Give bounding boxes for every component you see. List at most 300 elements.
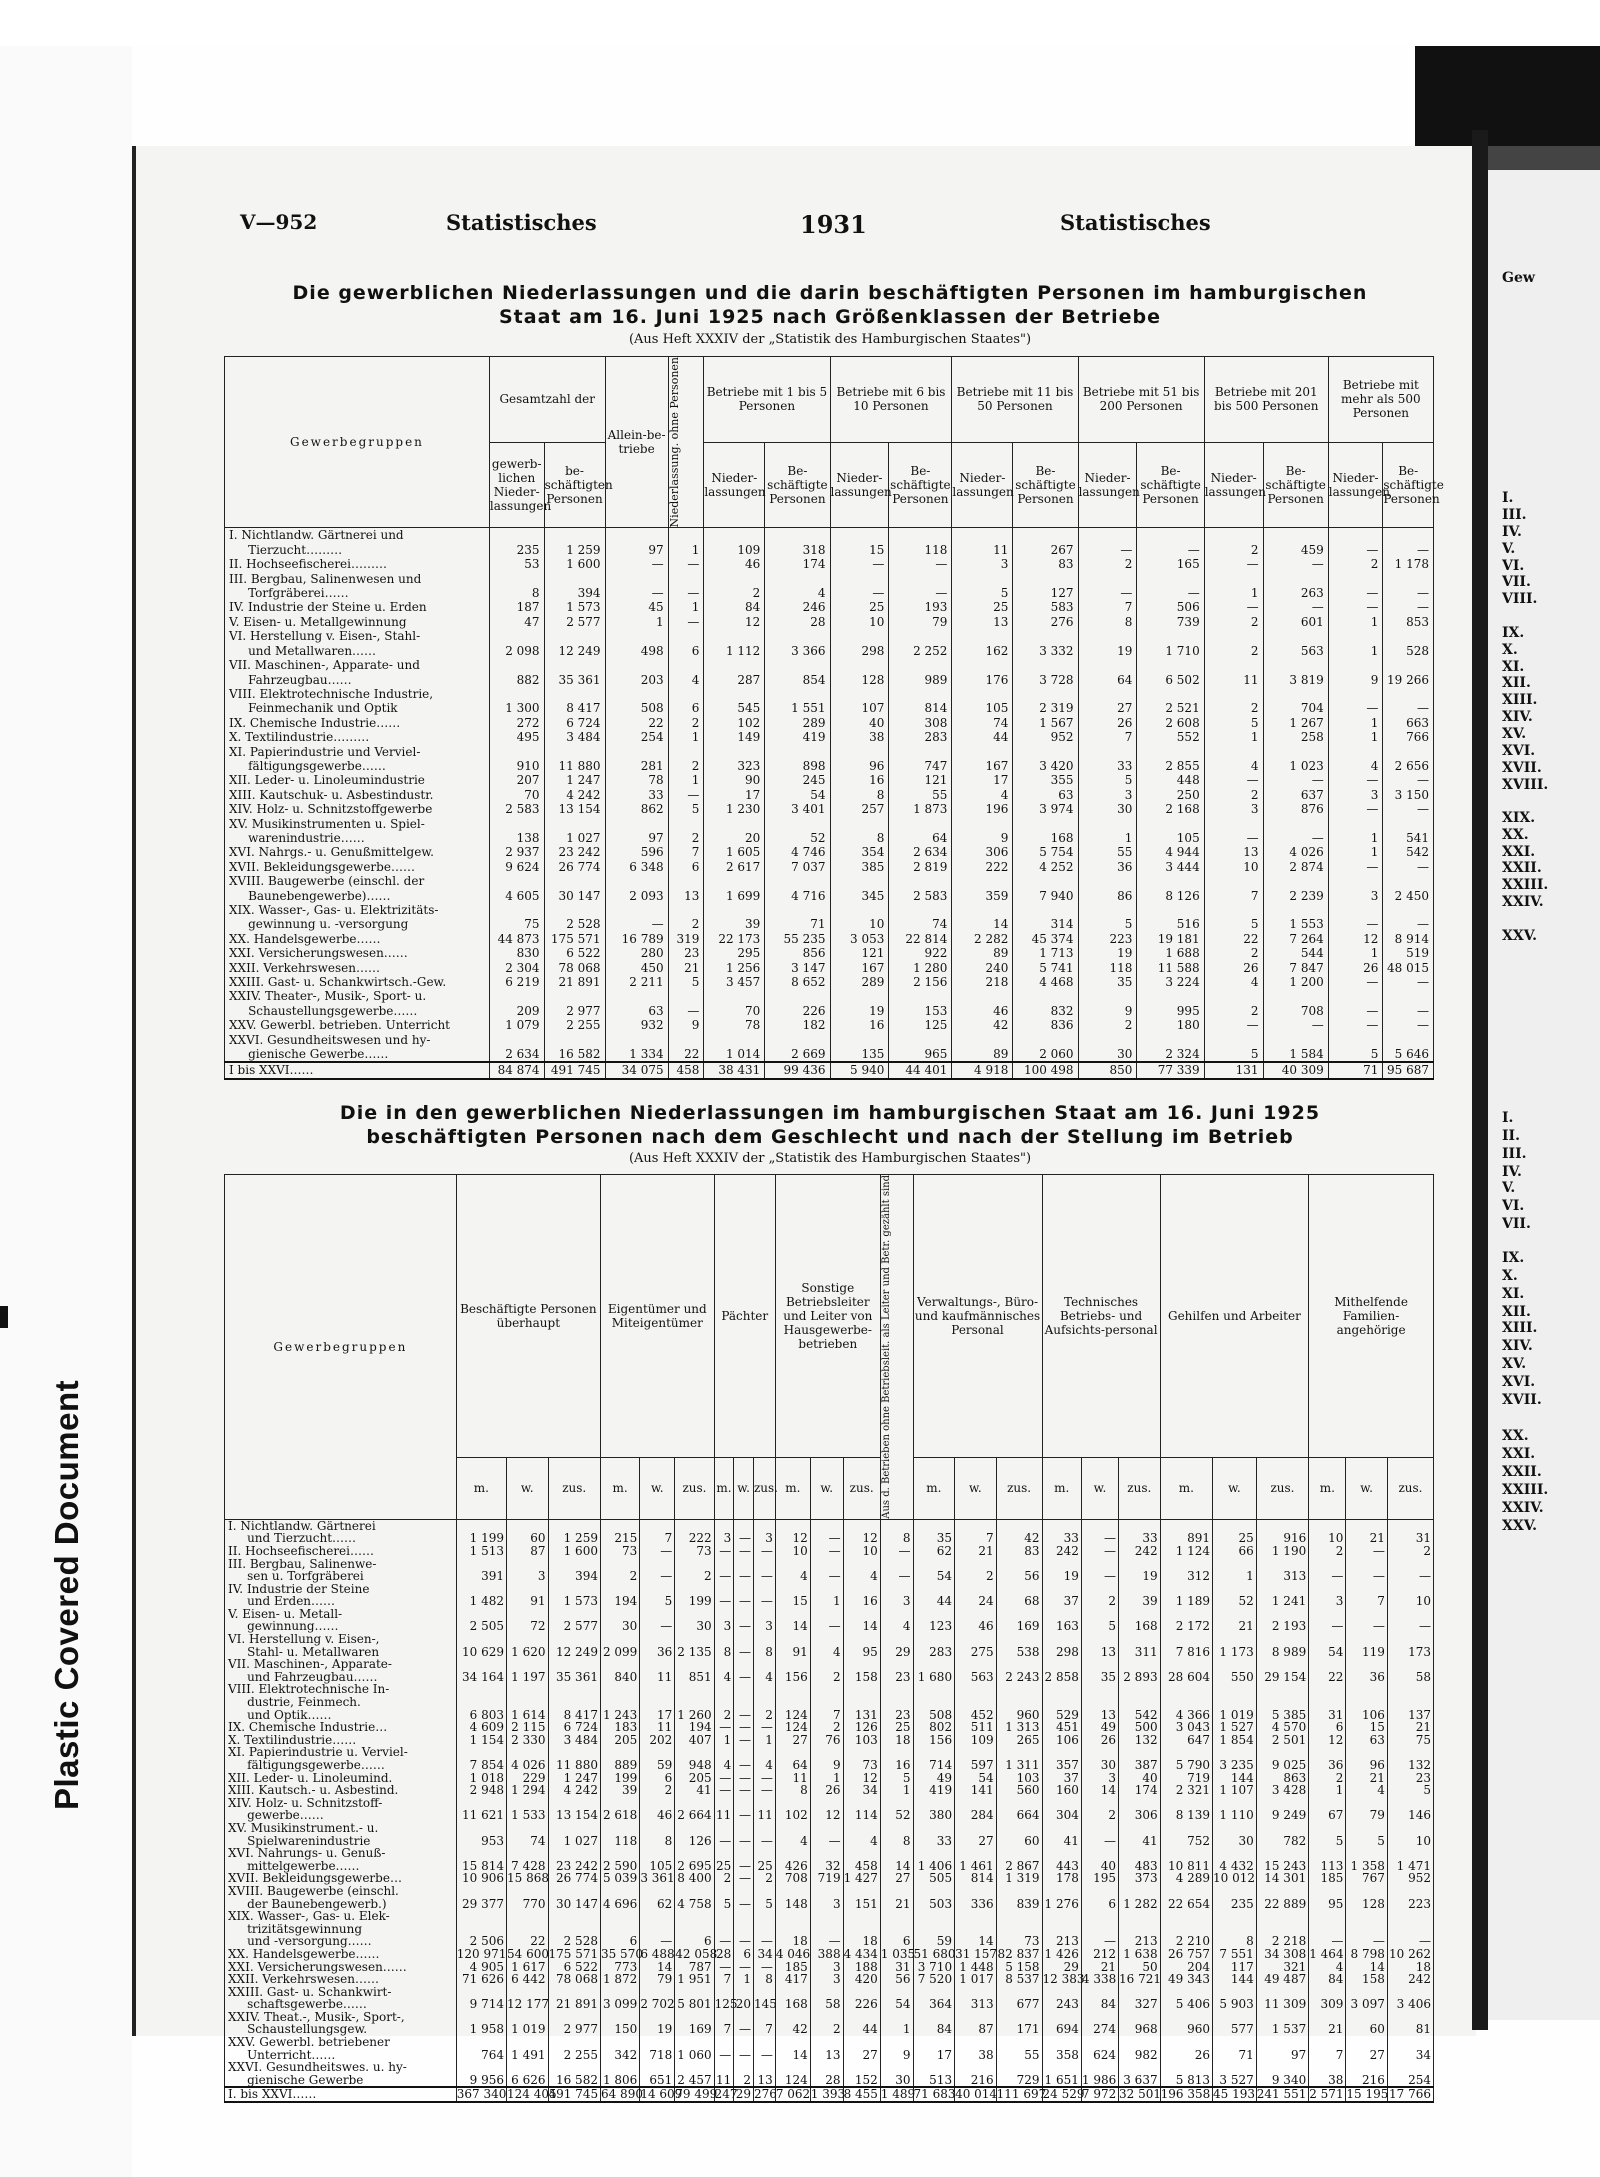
- table-cell: 196: [952, 802, 1013, 816]
- table-cell: 199: [600, 1772, 639, 1785]
- table-cell: 121: [830, 946, 889, 960]
- table-cell: 3 366: [765, 629, 830, 658]
- table-cell: 1 110: [1213, 1797, 1257, 1822]
- table-row: [225, 1558, 1434, 1583]
- table-cell: 36: [1078, 860, 1137, 874]
- table-cell: 89: [952, 1033, 1013, 1063]
- table-cell: 86: [1078, 874, 1137, 903]
- table-cell: 308: [889, 716, 952, 730]
- table-cell: 541: [1383, 817, 1434, 846]
- table-row: [225, 1683, 1434, 1721]
- table-cell: 2: [753, 1872, 775, 1885]
- table-row: [225, 1608, 1434, 1633]
- table-cell: —: [734, 1583, 754, 1608]
- table-cell: 483: [1119, 1847, 1161, 1872]
- table-cell: 8: [830, 788, 889, 802]
- table-cell: 44: [913, 1583, 955, 1608]
- table-cell: 21: [1081, 1961, 1118, 1974]
- table-cell: —: [1383, 572, 1434, 601]
- table-cell: 1 680: [913, 1658, 955, 1683]
- table-cell: 8: [753, 1973, 775, 1986]
- next-page-label: XII.: [1502, 675, 1531, 691]
- table-cell: 2 304: [489, 961, 544, 975]
- table-cell: 2 252: [889, 629, 952, 658]
- table-cell: 99 436: [765, 1062, 830, 1078]
- t1-head-ohne-text: Niederlassung. ohne Personen: [667, 357, 681, 528]
- table-cell: 387: [1119, 1746, 1161, 1771]
- table-cell: —: [1078, 572, 1137, 601]
- table-cell: 205: [600, 1734, 639, 1747]
- table-cell: 3 637: [1119, 2061, 1161, 2087]
- table-cell: —: [753, 1721, 775, 1734]
- table-cell: —: [734, 1885, 754, 1910]
- table-cell: —: [1204, 557, 1263, 571]
- table-cell: 24 529: [1042, 2087, 1085, 2102]
- table-cell: 767: [1346, 1872, 1388, 1885]
- page-number: V—952: [240, 210, 318, 234]
- row-label: XXIV. Theater-, Musik-, Sport- u. Schaustellungsgewerbe……: [225, 989, 490, 1018]
- table-cell: 6: [880, 1910, 913, 1948]
- table-cell: 1: [1328, 845, 1383, 859]
- table-cell: 34 075: [605, 1062, 668, 1078]
- table-cell: 1 230: [704, 802, 765, 816]
- table-cell: 33: [1078, 745, 1137, 774]
- table-cell: 1 600: [548, 1545, 600, 1558]
- table-cell: 1 027: [544, 817, 605, 846]
- t1-sub-niederlassungen: Nieder-lassungen: [1078, 442, 1137, 528]
- table-cell: 12 249: [544, 629, 605, 658]
- table-cell: 764: [456, 2036, 506, 2061]
- table-cell: 196 358: [1160, 2087, 1212, 2102]
- table-cell: 4: [668, 658, 704, 687]
- table-cell: 747: [889, 745, 952, 774]
- table-cell: 311: [1119, 1633, 1161, 1658]
- table-cell: 1: [880, 1784, 913, 1797]
- table-cell: 71 626: [456, 1973, 506, 1986]
- table-cell: —: [810, 1822, 843, 1847]
- table-cell: 34: [753, 1948, 775, 1961]
- table-cell: 2: [704, 572, 765, 601]
- t2-head-group-3: Pächter: [714, 1175, 775, 1458]
- table-cell: 3 457: [704, 975, 765, 989]
- table-cell: 59: [640, 1746, 675, 1771]
- table-cell: 544: [1263, 946, 1328, 960]
- table-cell: 8: [830, 817, 889, 846]
- table-cell: 443: [1042, 1847, 1081, 1872]
- table-cell: 2 702: [640, 1986, 675, 2011]
- table-cell: 2 893: [1119, 1658, 1161, 1683]
- table-cell: 241 551: [1256, 2087, 1308, 2102]
- table-cell: —: [734, 1683, 754, 1721]
- t2-sub-z: zus.: [843, 1457, 880, 1519]
- table-cell: 11 309: [1256, 1986, 1308, 2011]
- table-cell: 30: [880, 2061, 913, 2087]
- table-cell: 8: [880, 1822, 913, 1847]
- next-page-label: XV.: [1502, 1356, 1527, 1372]
- table-cell: 3 527: [1213, 2061, 1257, 2087]
- row-label: I bis XXVI……: [225, 1062, 490, 1078]
- table-cell: —: [1387, 1608, 1433, 1633]
- table-cell: 2: [810, 2011, 843, 2036]
- table-cell: 1 406: [913, 1847, 955, 1872]
- table-cell: 105: [952, 687, 1013, 716]
- table-cell: 222: [952, 860, 1013, 874]
- table-cell: 2 218: [1256, 1910, 1308, 1948]
- table-cell: 2 664: [675, 1797, 714, 1822]
- table-cell: 2: [1309, 1772, 1346, 1785]
- table-cell: 203: [605, 658, 668, 687]
- row-label: X. Textilindustrie……: [225, 1734, 457, 1747]
- table-cell: 54: [955, 1772, 997, 1785]
- table-cell: 12: [1328, 932, 1383, 946]
- t2-sub-m: m.: [1309, 1457, 1346, 1519]
- table-cell: 60: [506, 1519, 548, 1545]
- table-cell: 21: [1309, 2011, 1346, 2036]
- table-cell: —: [810, 1545, 843, 1558]
- row-label: XV. Musikinstrumenten u. Spiel- warenindustrie……: [225, 817, 490, 846]
- table-cell: 78: [605, 773, 668, 787]
- table-cell: 6 442: [506, 1973, 548, 1986]
- t1-sub-personen: Be-schäftigte Personen: [889, 442, 952, 528]
- table-cell: 162: [952, 629, 1013, 658]
- table-cell: 1 027: [548, 1822, 600, 1847]
- table-cell: 1: [1328, 615, 1383, 629]
- table-cell: 11 880: [548, 1746, 600, 1771]
- table-cell: 19 266: [1383, 658, 1434, 687]
- table-cell: 2: [1081, 1583, 1118, 1608]
- next-page-label: X.: [1502, 1268, 1518, 1284]
- table-cell: 11: [714, 2061, 734, 2087]
- table-cell: —: [753, 1772, 775, 1785]
- table-cell: 2 324: [1137, 1033, 1204, 1063]
- table-cell: —: [810, 1608, 843, 1633]
- table-cell: 31: [1387, 1519, 1433, 1545]
- table-cell: —: [734, 1519, 754, 1545]
- row-label: XIV. Holz- u. Schnitzstoff- gewerbe……: [225, 1797, 457, 1822]
- table-cell: 281: [605, 745, 668, 774]
- table-cell: 15 243: [1256, 1847, 1308, 1872]
- table-cell: 2 060: [1013, 1033, 1078, 1063]
- table-cell: 3 235: [1213, 1746, 1257, 1771]
- table-cell: 552: [1137, 730, 1204, 744]
- row-label: XVIII. Baugewerbe (einschl. der Baunebengewerb.): [225, 1885, 457, 1910]
- table-cell: 3 484: [544, 730, 605, 744]
- table-cell: 1 014: [704, 1033, 765, 1063]
- table-cell: —: [1309, 1608, 1346, 1633]
- table-cell: 31: [880, 1961, 913, 1974]
- table-cell: —: [734, 1822, 754, 1847]
- table-cell: 14 301: [1256, 1872, 1308, 1885]
- t1-head-allein: Allein-be-triebe: [605, 357, 668, 528]
- table-cell: 5 385: [1256, 1683, 1308, 1721]
- table-cell: —: [734, 1558, 754, 1583]
- table-cell: 511: [955, 1721, 997, 1734]
- table-cell: 26 774: [544, 860, 605, 874]
- table-cell: 3: [506, 1558, 548, 1583]
- table-cell: 178: [1042, 1872, 1081, 1885]
- table-cell: 8 914: [1383, 932, 1434, 946]
- table-row: [225, 2036, 1434, 2061]
- table-cell: 948: [675, 1746, 714, 1771]
- table-cell: 123: [913, 1608, 955, 1633]
- table-cell: 2 858: [1042, 1658, 1081, 1683]
- table-cell: 160: [1042, 1784, 1081, 1797]
- table-cell: 851: [675, 1658, 714, 1683]
- table-row: [225, 1658, 1434, 1683]
- t1-sub-niederlassungen: Nieder-lassungen: [704, 442, 765, 528]
- row-label: III. Bergbau, Salinenwe- sen u. Torfgräberei: [225, 1558, 457, 1583]
- table-cell: 5 903: [1213, 1986, 1257, 2011]
- table-cell: 7: [714, 1973, 734, 1986]
- table-cell: 1 688: [1137, 946, 1204, 960]
- table-cell: 36: [1346, 1658, 1388, 1683]
- table-cell: 373: [1119, 1872, 1161, 1885]
- table-cell: —: [734, 1910, 754, 1948]
- table-cell: 1: [668, 600, 704, 614]
- scan-corner-shadow: [1415, 46, 1600, 146]
- table-cell: 3 444: [1137, 860, 1204, 874]
- table-cell: 14: [640, 1961, 675, 1974]
- table-row: [225, 1784, 1434, 1797]
- table-cell: 6: [1081, 1885, 1118, 1910]
- table-cell: 10: [1387, 1583, 1433, 1608]
- table-cell: —: [734, 1545, 754, 1558]
- table-cell: 8: [489, 572, 544, 601]
- table-cell: 213: [1119, 1910, 1161, 1948]
- table-cell: 5 801: [675, 1986, 714, 2011]
- table-cell: 1 651: [1042, 2061, 1081, 2087]
- t2-sub-m: m.: [600, 1457, 639, 1519]
- table-cell: 1 537: [1256, 2011, 1308, 2036]
- table-cell: 21 891: [544, 975, 605, 989]
- table-cell: 1 259: [548, 1519, 600, 1545]
- table-cell: 76: [810, 1734, 843, 1747]
- table-cell: 128: [1346, 1885, 1388, 1910]
- table-cell: 6 522: [544, 946, 605, 960]
- table-cell: 3 710: [913, 1961, 955, 1974]
- table-cell: 882: [489, 658, 544, 687]
- table-personen-geschlecht: [224, 1174, 1434, 2103]
- table-cell: 2 819: [889, 860, 952, 874]
- table-cell: 216: [1346, 2061, 1388, 2087]
- table-cell: 46: [640, 1797, 675, 1822]
- table-cell: 55: [889, 788, 952, 802]
- table-cell: 14: [1346, 1961, 1388, 1974]
- table-total-row: [225, 2087, 1434, 2102]
- table-cell: 245: [765, 773, 830, 787]
- table-cell: 29 377: [456, 1885, 506, 1910]
- table-cell: 5 039: [600, 1872, 639, 1885]
- table-cell: 2 321: [1160, 1784, 1212, 1797]
- table-cell: —: [830, 557, 889, 571]
- table-cell: 354: [830, 845, 889, 859]
- table-cell: 54 600: [506, 1946, 549, 1961]
- table-cell: 394: [544, 572, 605, 601]
- table-cell: 1: [1328, 946, 1383, 960]
- t2-sub-m: m.: [1160, 1457, 1212, 1519]
- t2-head-gewerbe: Gewerbegruppen: [225, 1175, 457, 1520]
- table-cell: 46: [704, 557, 765, 571]
- table-cell: 109: [704, 528, 765, 557]
- table-cell: 53: [489, 557, 544, 571]
- table-cell: 2 583: [889, 874, 952, 903]
- table-cell: 4: [775, 1822, 810, 1847]
- table-cell: 538: [996, 1633, 1042, 1658]
- table-cell: —: [734, 1746, 754, 1771]
- table-cell: 106: [1346, 1683, 1388, 1721]
- table-cell: 506: [1137, 600, 1204, 614]
- table-cell: 459: [1263, 528, 1328, 557]
- table-cell: 12 177: [506, 1986, 548, 2011]
- t1-head-group-1: Betriebe mit 1 bis 5 Personen: [704, 357, 830, 443]
- table-cell: 560: [996, 1784, 1042, 1797]
- table-cell: 131: [1204, 1062, 1263, 1078]
- table-row: [225, 1872, 1434, 1885]
- table-cell: 4 026: [1263, 845, 1328, 859]
- table-cell: 263: [1263, 572, 1328, 601]
- table-cell: —: [1383, 802, 1434, 816]
- table-cell: 30 147: [548, 1885, 600, 1910]
- table-cell: 87: [506, 1545, 548, 1558]
- table-cell: 719: [810, 1872, 843, 1885]
- table-cell: 6 219: [489, 975, 544, 989]
- table-cell: 1: [668, 528, 704, 557]
- table-cell: 10: [830, 615, 889, 629]
- table-cell: 176: [952, 658, 1013, 687]
- table-cell: 22: [1204, 932, 1263, 946]
- table-cell: 1: [880, 2011, 913, 2036]
- table-cell: 2 093: [605, 874, 668, 903]
- table-cell: 542: [1383, 845, 1434, 859]
- table-cell: 17: [952, 773, 1013, 787]
- table-cell: 11 588: [1137, 961, 1204, 975]
- table-cell: —: [734, 1847, 754, 1872]
- table-cell: 1 551: [765, 687, 830, 716]
- table-row: [225, 557, 1434, 571]
- table-cell: 840: [600, 1658, 639, 1683]
- table-cell: —: [889, 557, 952, 571]
- table-cell: 34 308: [1256, 1948, 1308, 1961]
- table-cell: 545: [704, 687, 765, 716]
- table-cell: 7 520: [913, 1973, 955, 1986]
- row-label: IX. Chemische Industrie…: [225, 1721, 457, 1734]
- table-cell: 4 905: [456, 1961, 506, 1974]
- table-cell: 1 079: [489, 1018, 544, 1032]
- table-cell: —: [880, 1558, 913, 1583]
- table-cell: 4: [1204, 975, 1263, 989]
- table-cell: 14: [955, 1910, 997, 1948]
- table-cell: 15 195: [1346, 2087, 1389, 2102]
- table-cell: 2 282: [952, 932, 1013, 946]
- table-cell: 30: [1081, 1746, 1118, 1771]
- table-cell: 2: [668, 903, 704, 932]
- table-cell: 4: [843, 1822, 880, 1847]
- table-cell: 158: [1346, 1973, 1388, 1986]
- table-cell: 1 035: [880, 1946, 916, 1961]
- t1-sub-ges-p: be-schäftigten Personen: [544, 442, 605, 528]
- row-label: XVIII. Baugewerbe (einschl. der Baunebengewerbe)……: [225, 874, 490, 903]
- table-cell: 47: [489, 615, 544, 629]
- table-cell: 58: [810, 1986, 843, 2011]
- table-cell: 8: [714, 1633, 734, 1658]
- table-cell: —: [1328, 860, 1383, 874]
- table-cell: —: [753, 1822, 775, 1847]
- table-cell: 38: [1309, 2061, 1346, 2087]
- table-cell: 1 112: [704, 629, 765, 658]
- table-cell: 12: [704, 615, 765, 629]
- table-cell: 1 872: [600, 1973, 639, 1986]
- table-cell: 25: [1213, 1519, 1257, 1545]
- table-cell: 3 420: [1013, 745, 1078, 774]
- table-cell: —: [640, 1910, 675, 1948]
- table-row: [225, 745, 1434, 774]
- table-cell: 10: [1387, 1822, 1433, 1847]
- table-cell: 563: [1263, 629, 1328, 658]
- table-cell: 284: [955, 1797, 997, 1822]
- table-cell: 2: [734, 2061, 754, 2087]
- table-cell: —: [714, 1545, 734, 1558]
- t2-sub-z: zus.: [548, 1457, 600, 1519]
- t2-sub-m: m.: [775, 1457, 810, 1519]
- table-cell: 3: [880, 1583, 913, 1608]
- table-cell: 46: [952, 989, 1013, 1018]
- table-cell: 739: [1137, 615, 1204, 629]
- table-cell: 1 464: [1309, 1948, 1346, 1961]
- row-label: I. bis XXVI……: [225, 2087, 457, 2102]
- table-cell: 11: [640, 1658, 675, 1683]
- table-cell: 124 405: [506, 2087, 557, 2102]
- row-label: XXIII. Gast- u. Schankwirt- schaftsgewerbe……: [225, 1986, 457, 2011]
- table-cell: 391: [456, 1558, 506, 1583]
- row-label: XXVI. Gesundheitswes. u. hy- gienische Gewerbe: [225, 2061, 457, 2087]
- table-cell: 5 406: [1160, 1986, 1212, 2011]
- table-cell: 17 766: [1387, 2087, 1433, 2102]
- table-cell: 4 242: [544, 788, 605, 802]
- table-cell: 168: [1013, 817, 1078, 846]
- table-cell: 563: [955, 1658, 997, 1683]
- table-cell: 802: [913, 1721, 955, 1734]
- table-cell: 107: [830, 687, 889, 716]
- row-label: XIII. Kautschuk- u. Asbestindustr.: [225, 788, 490, 802]
- table-cell: 90: [704, 773, 765, 787]
- table-cell: 458: [668, 1062, 704, 1078]
- t2-head-group-6: Verwaltungs-, Büro- und kaufmännisches Personal: [913, 1175, 1042, 1458]
- table-cell: 15: [775, 1583, 810, 1608]
- table-cell: 850: [1078, 1062, 1137, 1078]
- table-cell: 209: [489, 989, 544, 1018]
- table-cell: 5: [668, 802, 704, 816]
- table-cell: 6: [1309, 1721, 1346, 1734]
- table-cell: 5: [1204, 1033, 1263, 1063]
- table-cell: 21: [1346, 1519, 1388, 1545]
- table-cell: 2 977: [548, 2011, 600, 2036]
- table-cell: 16: [880, 1746, 913, 1771]
- table-cell: 55: [996, 2036, 1042, 2061]
- next-page-label: XXII.: [1502, 860, 1542, 876]
- table-cell: —: [1328, 773, 1383, 787]
- table-cell: 73: [675, 1545, 714, 1558]
- table-cell: 8: [880, 1519, 913, 1545]
- table-cell: 55 235: [765, 932, 830, 946]
- table-cell: 3: [753, 1608, 775, 1633]
- header-right: Statistisches: [1060, 210, 1211, 235]
- table-cell: —: [753, 2036, 775, 2061]
- table-cell: 4 366: [1160, 1683, 1212, 1721]
- table-cell: 3 428: [1256, 1784, 1308, 1797]
- table-row: [225, 845, 1434, 859]
- table-cell: 2: [1387, 1545, 1433, 1558]
- table-cell: 10: [1309, 1519, 1346, 1545]
